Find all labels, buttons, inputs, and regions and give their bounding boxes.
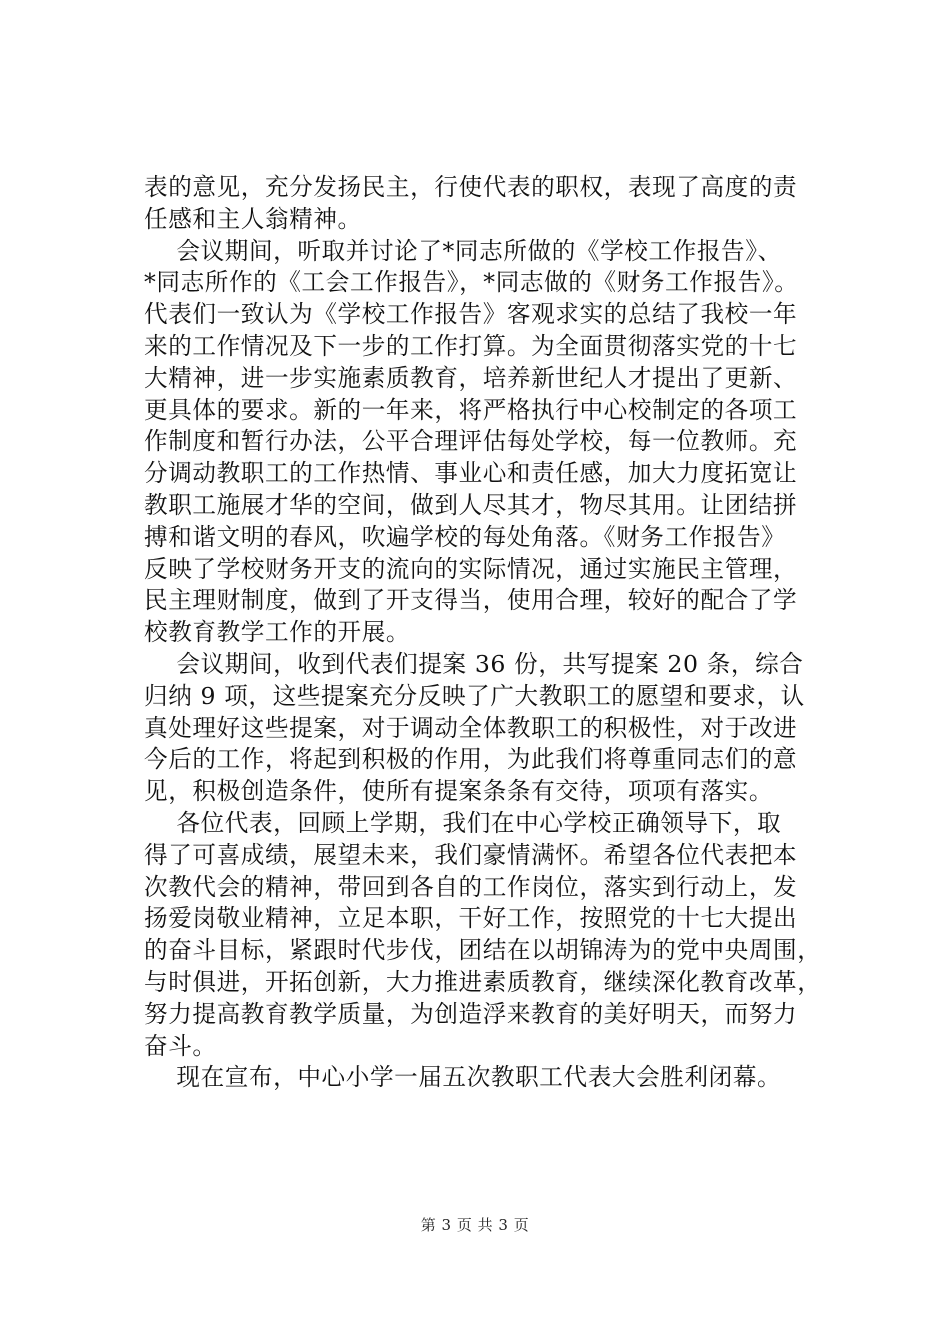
text-line: 现在宣布，中心小学一届五次教职工代表大会胜利闭幕。 — [144, 1063, 782, 1092]
page-number-footer: 第 3 页 共 3 页 — [420, 1216, 530, 1234]
text-line: *同志所作的《工会工作报告》，*同志做的《财务工作报告》。 — [144, 268, 799, 297]
text-line: 表的意见，充分发扬民主，行使代表的职权，表现了高度的责 — [144, 173, 798, 201]
text-line: 校教育教学工作的开展。 — [144, 618, 411, 647]
text-line: 反映了学校财务开支的流向的实际情况，通过实施民主管理， — [144, 554, 798, 583]
text-line: 任感和主人翁精神。 — [144, 204, 362, 233]
document-body — [144, 172, 852, 1094]
text-line: 会议期间，听取并讨论了*同志所做的《学校工作报告》、 — [144, 236, 782, 265]
text-line: 见，积极创造条件，使所有提案条条有交待，项项有落实。 — [144, 777, 774, 806]
text-line: 民主理财制度，做到了开支得当，使用合理，较好的配合了学 — [144, 586, 798, 615]
text-line: 分调动教职工的工作热情、事业心和责任感，加大力度拓宽让 — [144, 459, 798, 488]
text-line: 次教代会的精神，带回到各自的工作岗位，落实到行动上，发 — [144, 872, 798, 901]
text-line: 更具体的要求。新的一年来，将严格执行中心校制定的各项工 — [144, 395, 798, 424]
text-line: 作制度和暂行办法，公平合理评估每处学校，每一位教师。充 — [144, 427, 798, 456]
text-line: 努力提高教育教学质量，为创造浮来教育的美好明天，而努力 — [144, 999, 798, 1028]
text-line: 教职工施展才华的空间，做到人尽其才，物尽其用。让团结拼 — [144, 490, 798, 519]
text-line: 归纳 9 项，这些提案充分反映了广大教职工的愿望和要求，认 — [144, 681, 805, 710]
text-line: 真处理好这些提案，对于调动全体教职工的积极性，对于改进 — [144, 713, 798, 742]
text-line: 奋斗。 — [144, 1031, 217, 1060]
text-line: 搏和谐文明的春风，吹遍学校的每处角落。《财务工作报告》 — [144, 522, 786, 551]
text-line: 扬爱岗敬业精神，立足本职，干好工作，按照党的十七大提出 — [144, 904, 798, 933]
text-line: 与时俱进，开拓创新，大力推进素质教育，继续深化教育改革， — [144, 967, 822, 996]
text-line: 来的工作情况及下一步的工作打算。为全面贯彻落实党的十七 — [144, 331, 798, 360]
text-line: 今后的工作，将起到积极的作用，为此我们将尊重同志们的意 — [144, 745, 798, 774]
text-line: 各位代表，回顾上学期，我们在中心学校正确领导下，取 — [144, 808, 782, 837]
text-line: 得了可喜成绩，展望未来，我们豪情满怀。希望各位代表把本 — [144, 840, 798, 869]
text-line: 大精神，进一步实施素质教育，培养新世纪人才提出了更新、 — [144, 363, 798, 392]
text-line: 代表们一致认为《学校工作报告》客观求实的总结了我校一年 — [144, 300, 798, 329]
text-line: 的奋斗目标，紧跟时代步伐，团结在以胡锦涛为的党中央周围， — [144, 936, 822, 965]
text-line: 会议期间，收到代表们提案 36 份，共写提案 20 条，综合 — [144, 649, 804, 678]
